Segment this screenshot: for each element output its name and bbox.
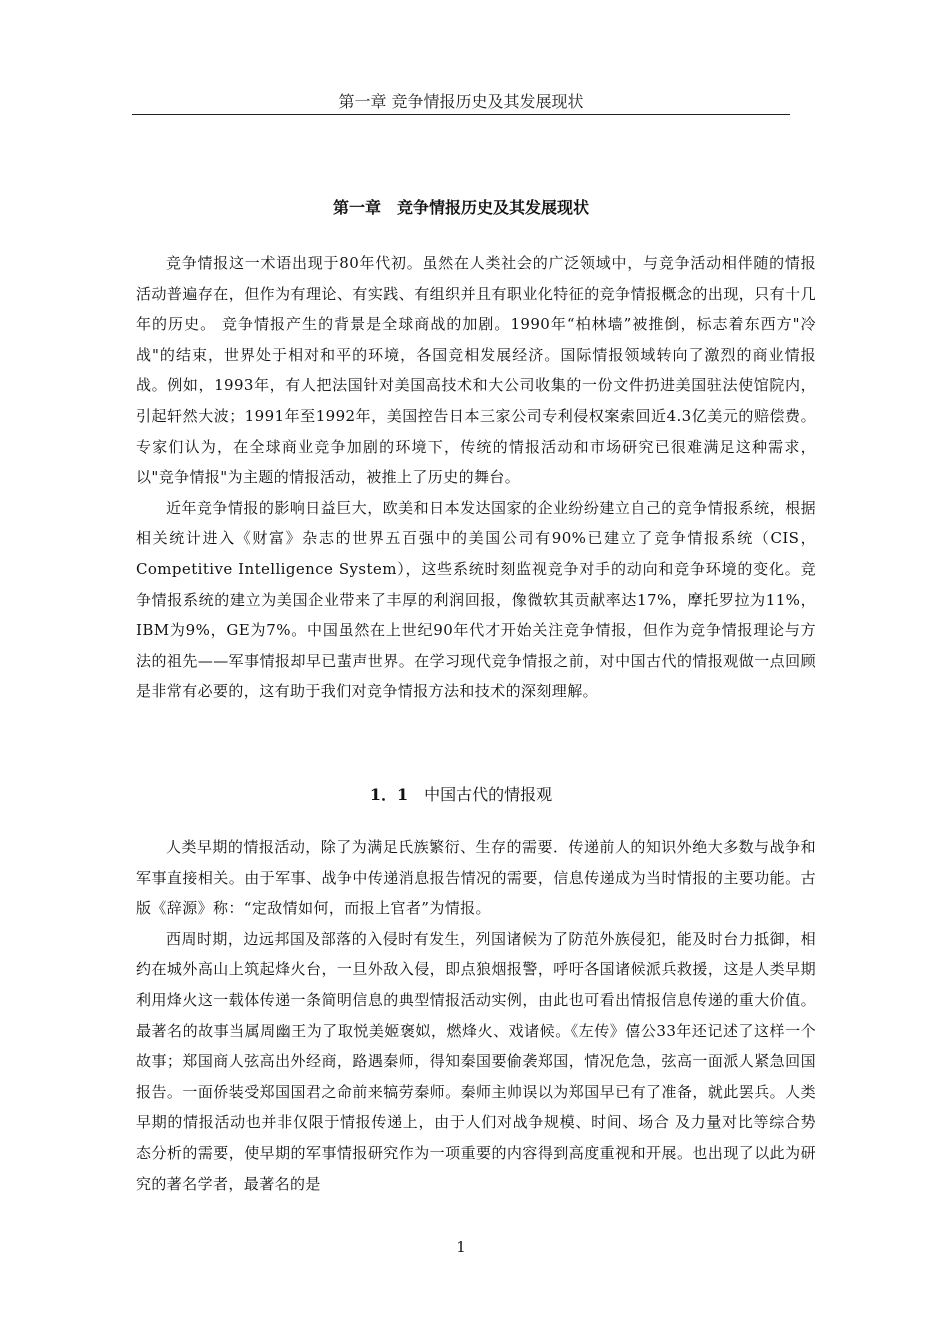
intro-paragraph-2: 近年竞争情报的影响日益巨大，欧美和日本发达国家的企业纷纷建立自己的竞争情报系统，根据相关统计进入《财富》杂志的世界五百强中的美国公司有90%已建立了竞争情报系统（CIS，Competitive Intelligence System），这些系统时刻监视竞争对手的动向和竞争环境的变化。竞争情报系统的建立为美国企业带来了丰厚的利润回报，像微软其贡献率达17%，摩托罗拉为11%，IBM为9%，GE为7%。中国虽然在上世纪90年代才开始关注竞争情报，但作为竞争情报理论与方法的祖先——军事情报却早已蜚声世界。在学习现代竞争情报之前，对中国古代的情报观做一点回顾是非常有必要的，这有助于我们对竞争情报方法和技术的深刻理解。 <box>136 498 816 701</box>
intro-paragraph-1: 竞争情报这一术语出现于80年代初。虽然在人类社会的广泛领域中，与竞争活动相伴随的情报活动普遍存在，但作为有理论、有实践、有组织并且有职业化特征的竞争情报概念的出现，只有十几年的历史。 竞争情报产生的背景是全球商战的加剧。1990年“柏林墙”被推倒，标志着东西方"冷战"的结束，世界处于相对和平的环境，各国竞相发展经济。国际情报领域转向了激烈的商业情报战。例如，1993年，有人把法国针对美国高技术和大公司收集的一份文件扔进美国驻法使馆院内，引起轩然大波；1991年至1992年，美国控告日本三家公司专利侵权案索回近4.3亿美元的赔偿费。 专家们认为，在全球商业竞争加剧的环境下，传统的情报活动和市场研究已很难满足这种需求，以"竞争情报"为主题的情报活动，被推上了历史的舞台。 <box>136 254 817 487</box>
page-number: 1 <box>456 1238 466 1256</box>
running-header: 第一章 竞争情报历史及其发展现状 <box>338 92 584 111</box>
intro-body <box>136 248 816 707</box>
section-title-text: 中国古代的情报观 <box>424 785 553 804</box>
section-heading <box>132 783 790 807</box>
header-rule <box>132 114 790 115</box>
section-paragraph-2: 西周时期，边远邦国及部落的入侵时有发生，列国诸候为了防范外族侵犯，能及时台力抵御，相约在城外高山上筑起烽火台，一旦外敌入侵，即点狼烟报警，呼吁各国诸候派兵救援，这是人类早期利用烽火这一载体传递一条简明信息的典型情报活动实例，由此也可看出情报信息传递的重大价值。最著名的故事当属周幽王为了取悦美姬褒姒，燃烽火、戏诸候。《左传》僖公33年还记述了这样一个故事；郑国商人弦高出外经商，路遇秦师，得知秦国要偷袭郑国，情况危急，弦高一面派人紧急回国报告。一面侨装受郑国国君之命前来犒劳秦师。秦师主帅误以为郑国早已有了准备，就此罢兵。人类早期的情报活动也并非仅限于情报传递上，由于人们对战争规模、时间、场合 及力量对比等综合势态分析的需要，使早期的军事情报研究作为一项重要的内容得到高度重视和开展。也出现了以此为研究的著名学者，最著名的是 <box>136 929 816 1193</box>
section-body <box>136 832 816 1199</box>
chapter-title: 第一章 竞争情报历史及其发展现状 <box>332 198 589 217</box>
section-number: 1．1 <box>369 785 409 804</box>
section-paragraph-1: 人类早期的情报活动，除了为满足氏族繁衍、生存的需要．传递前人的知识外绝大多数与战争和军事直接相关。由于军事、战争中传递消息报告情况的需要，信息传递成为当时情报的主要功能。古版《辞源》称：“定敌情如何，而报上官者”为情报。 <box>136 838 816 918</box>
